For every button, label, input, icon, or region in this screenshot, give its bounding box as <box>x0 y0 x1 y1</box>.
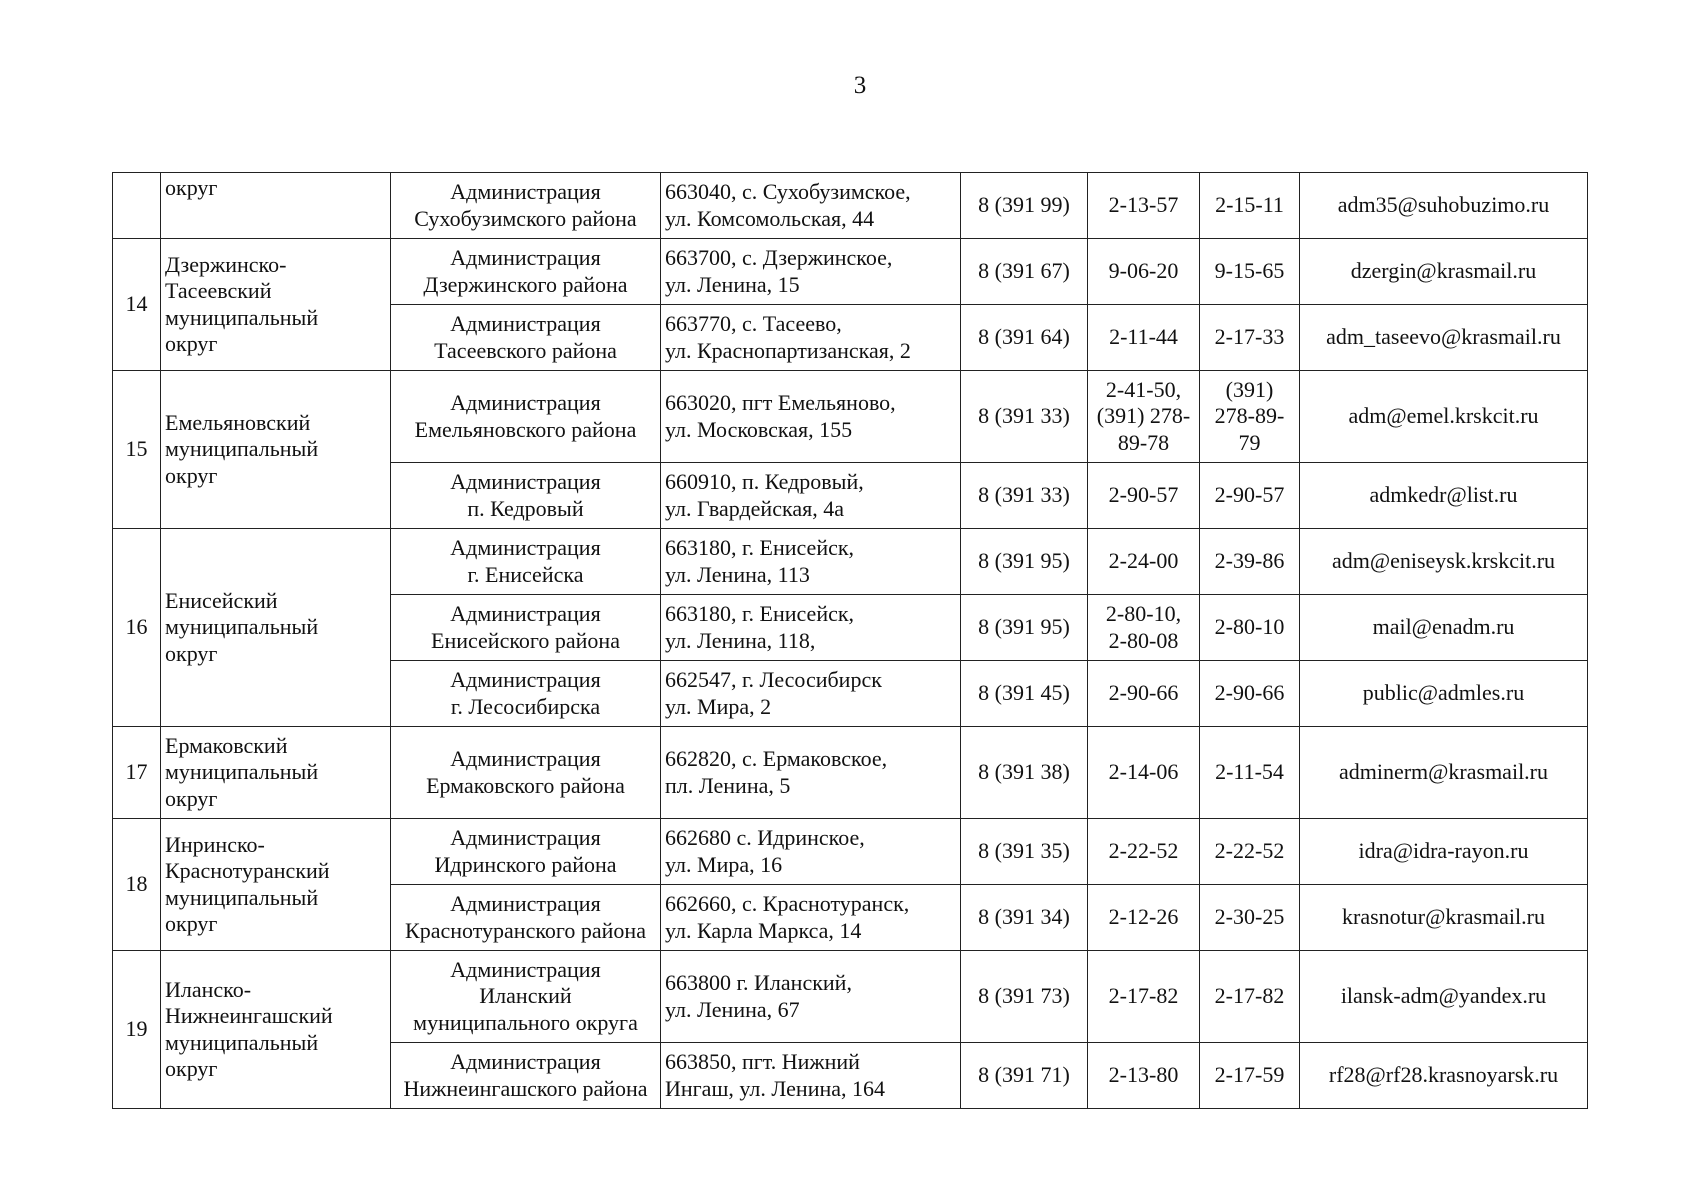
area-code: 8 (391 67) <box>961 239 1088 305</box>
postal-address: 663850, пгт. Нижний Ингаш, ул. Ленина, 164 <box>661 1043 961 1109</box>
fax-number: 2-90-57 <box>1200 463 1300 529</box>
administration-name: Администрация Сухобузимского района <box>391 173 661 239</box>
postal-address: 660910, п. Кедровый, ул. Гвардейская, 4а <box>661 463 961 529</box>
email-address: mail@enadm.ru <box>1300 595 1588 661</box>
area-code: 8 (391 34) <box>961 885 1088 951</box>
administration-name: Администрация Емельяновского района <box>391 371 661 463</box>
postal-address: 663020, пгт Емельяново, ул. Московская, 155 <box>661 371 961 463</box>
phone-number: 2-22-52 <box>1088 819 1200 885</box>
postal-address: 663800 г. Иланский, ул. Ленина, 67 <box>661 951 961 1043</box>
fax-number: 2-30-25 <box>1200 885 1300 951</box>
administration-name: Администрация Тасеевского района <box>391 305 661 371</box>
table-row <box>113 239 1588 305</box>
area-code: 8 (391 45) <box>961 661 1088 727</box>
table-row <box>113 173 1588 239</box>
postal-address: 662680 с. Идринское, ул. Мира, 16 <box>661 819 961 885</box>
fax-number: 2-11-54 <box>1200 727 1300 819</box>
email-address: adm@emel.krskcit.ru <box>1300 371 1588 463</box>
table-row <box>113 727 1588 819</box>
phone-number: 2-11-44 <box>1088 305 1200 371</box>
administration-name: Администрация п. Кедровый <box>391 463 661 529</box>
table-row <box>113 529 1588 595</box>
row-number: 19 <box>113 951 161 1109</box>
area-code: 8 (391 64) <box>961 305 1088 371</box>
administration-name: Администрация Дзержинского района <box>391 239 661 305</box>
page-number: 3 <box>853 72 867 99</box>
fax-number: 2-15-11 <box>1200 173 1300 239</box>
row-number: 17 <box>113 727 161 819</box>
fax-number: 2-80-10 <box>1200 595 1300 661</box>
area-code: 8 (391 33) <box>961 371 1088 463</box>
administration-name: Администрация Ермаковского района <box>391 727 661 819</box>
area-code: 8 (391 95) <box>961 529 1088 595</box>
email-address: ilansk-adm@yandex.ru <box>1300 951 1588 1043</box>
table-row <box>113 371 1588 463</box>
email-address: adm35@suhobuzimo.ru <box>1300 173 1588 239</box>
phone-number: 2-90-66 <box>1088 661 1200 727</box>
area-code: 8 (391 35) <box>961 819 1088 885</box>
phone-number: 2-24-00 <box>1088 529 1200 595</box>
administration-name: Администрация Енисейского района <box>391 595 661 661</box>
postal-address: 662660, с. Краснотуранск, ул. Карла Маркса, 14 <box>661 885 961 951</box>
fax-number: 9-15-65 <box>1200 239 1300 305</box>
district-name: Ермаковский муниципальный округ <box>161 727 391 819</box>
row-number: 15 <box>113 371 161 529</box>
postal-address: 662547, г. Лесосибирск ул. Мира, 2 <box>661 661 961 727</box>
administration-directory-table <box>112 172 1588 1109</box>
area-code: 8 (391 99) <box>961 173 1088 239</box>
area-code: 8 (391 73) <box>961 951 1088 1043</box>
fax-number: 2-90-66 <box>1200 661 1300 727</box>
area-code: 8 (391 33) <box>961 463 1088 529</box>
fax-number: (391) 278-89- 79 <box>1200 371 1300 463</box>
phone-number: 2-41-50, (391) 278- 89-78 <box>1088 371 1200 463</box>
email-address: rf28@rf28.krasnoyarsk.ru <box>1300 1043 1588 1109</box>
fax-number: 2-39-86 <box>1200 529 1300 595</box>
district-name: Енисейский муниципальный округ <box>161 529 391 727</box>
row-number: 14 <box>113 239 161 371</box>
email-address: admkedr@list.ru <box>1300 463 1588 529</box>
fax-number: 2-17-33 <box>1200 305 1300 371</box>
phone-number: 2-12-26 <box>1088 885 1200 951</box>
area-code: 8 (391 38) <box>961 727 1088 819</box>
table-row <box>113 951 1588 1043</box>
fax-number: 2-17-59 <box>1200 1043 1300 1109</box>
postal-address: 663040, с. Сухобузимское, ул. Комсомольская, 44 <box>661 173 961 239</box>
administration-name: Администрация Краснотуранского района <box>391 885 661 951</box>
postal-address: 663180, г. Енисейск, ул. Ленина, 118, <box>661 595 961 661</box>
row-number: 16 <box>113 529 161 727</box>
email-address: public@admles.ru <box>1300 661 1588 727</box>
phone-number: 2-90-57 <box>1088 463 1200 529</box>
area-code: 8 (391 95) <box>961 595 1088 661</box>
email-address: krasnotur@krasmail.ru <box>1300 885 1588 951</box>
administration-name: Администрация Идринского района <box>391 819 661 885</box>
email-address: idra@idra-rayon.ru <box>1300 819 1588 885</box>
administration-name: Администрация Нижнеингашского района <box>391 1043 661 1109</box>
email-address: adm_taseevo@krasmail.ru <box>1300 305 1588 371</box>
email-address: adm@eniseysk.krskcit.ru <box>1300 529 1588 595</box>
administration-name: Администрация г. Енисейска <box>391 529 661 595</box>
postal-address: 663770, с. Тасеево, ул. Краснопартизанская, 2 <box>661 305 961 371</box>
district-name: Иланско- Нижнеингашский муниципальный округ <box>161 951 391 1109</box>
phone-number: 2-80-10, 2-80-08 <box>1088 595 1200 661</box>
row-number: 18 <box>113 819 161 951</box>
administration-name: Администрация Иланский муниципального округа <box>391 951 661 1043</box>
district-name: Дзержинско- Тасеевский муниципальный округ <box>161 239 391 371</box>
phone-number: 2-13-57 <box>1088 173 1200 239</box>
phone-number: 2-13-80 <box>1088 1043 1200 1109</box>
district-name: Инринско- Краснотуранский муниципальный округ <box>161 819 391 951</box>
district-name: округ <box>161 173 391 239</box>
postal-address: 663180, г. Енисейск, ул. Ленина, 113 <box>661 529 961 595</box>
district-name: Емельяновский муниципальный округ <box>161 371 391 529</box>
email-address: dzergin@krasmail.ru <box>1300 239 1588 305</box>
phone-number: 2-14-06 <box>1088 727 1200 819</box>
phone-number: 2-17-82 <box>1088 951 1200 1043</box>
row-number <box>113 173 161 239</box>
postal-address: 663700, с. Дзержинское, ул. Ленина, 15 <box>661 239 961 305</box>
administration-name: Администрация г. Лесосибирска <box>391 661 661 727</box>
postal-address: 662820, с. Ермаковское, пл. Ленина, 5 <box>661 727 961 819</box>
table-row <box>113 819 1588 885</box>
email-address: adminerm@krasmail.ru <box>1300 727 1588 819</box>
phone-number: 9-06-20 <box>1088 239 1200 305</box>
fax-number: 2-22-52 <box>1200 819 1300 885</box>
area-code: 8 (391 71) <box>961 1043 1088 1109</box>
fax-number: 2-17-82 <box>1200 951 1300 1043</box>
